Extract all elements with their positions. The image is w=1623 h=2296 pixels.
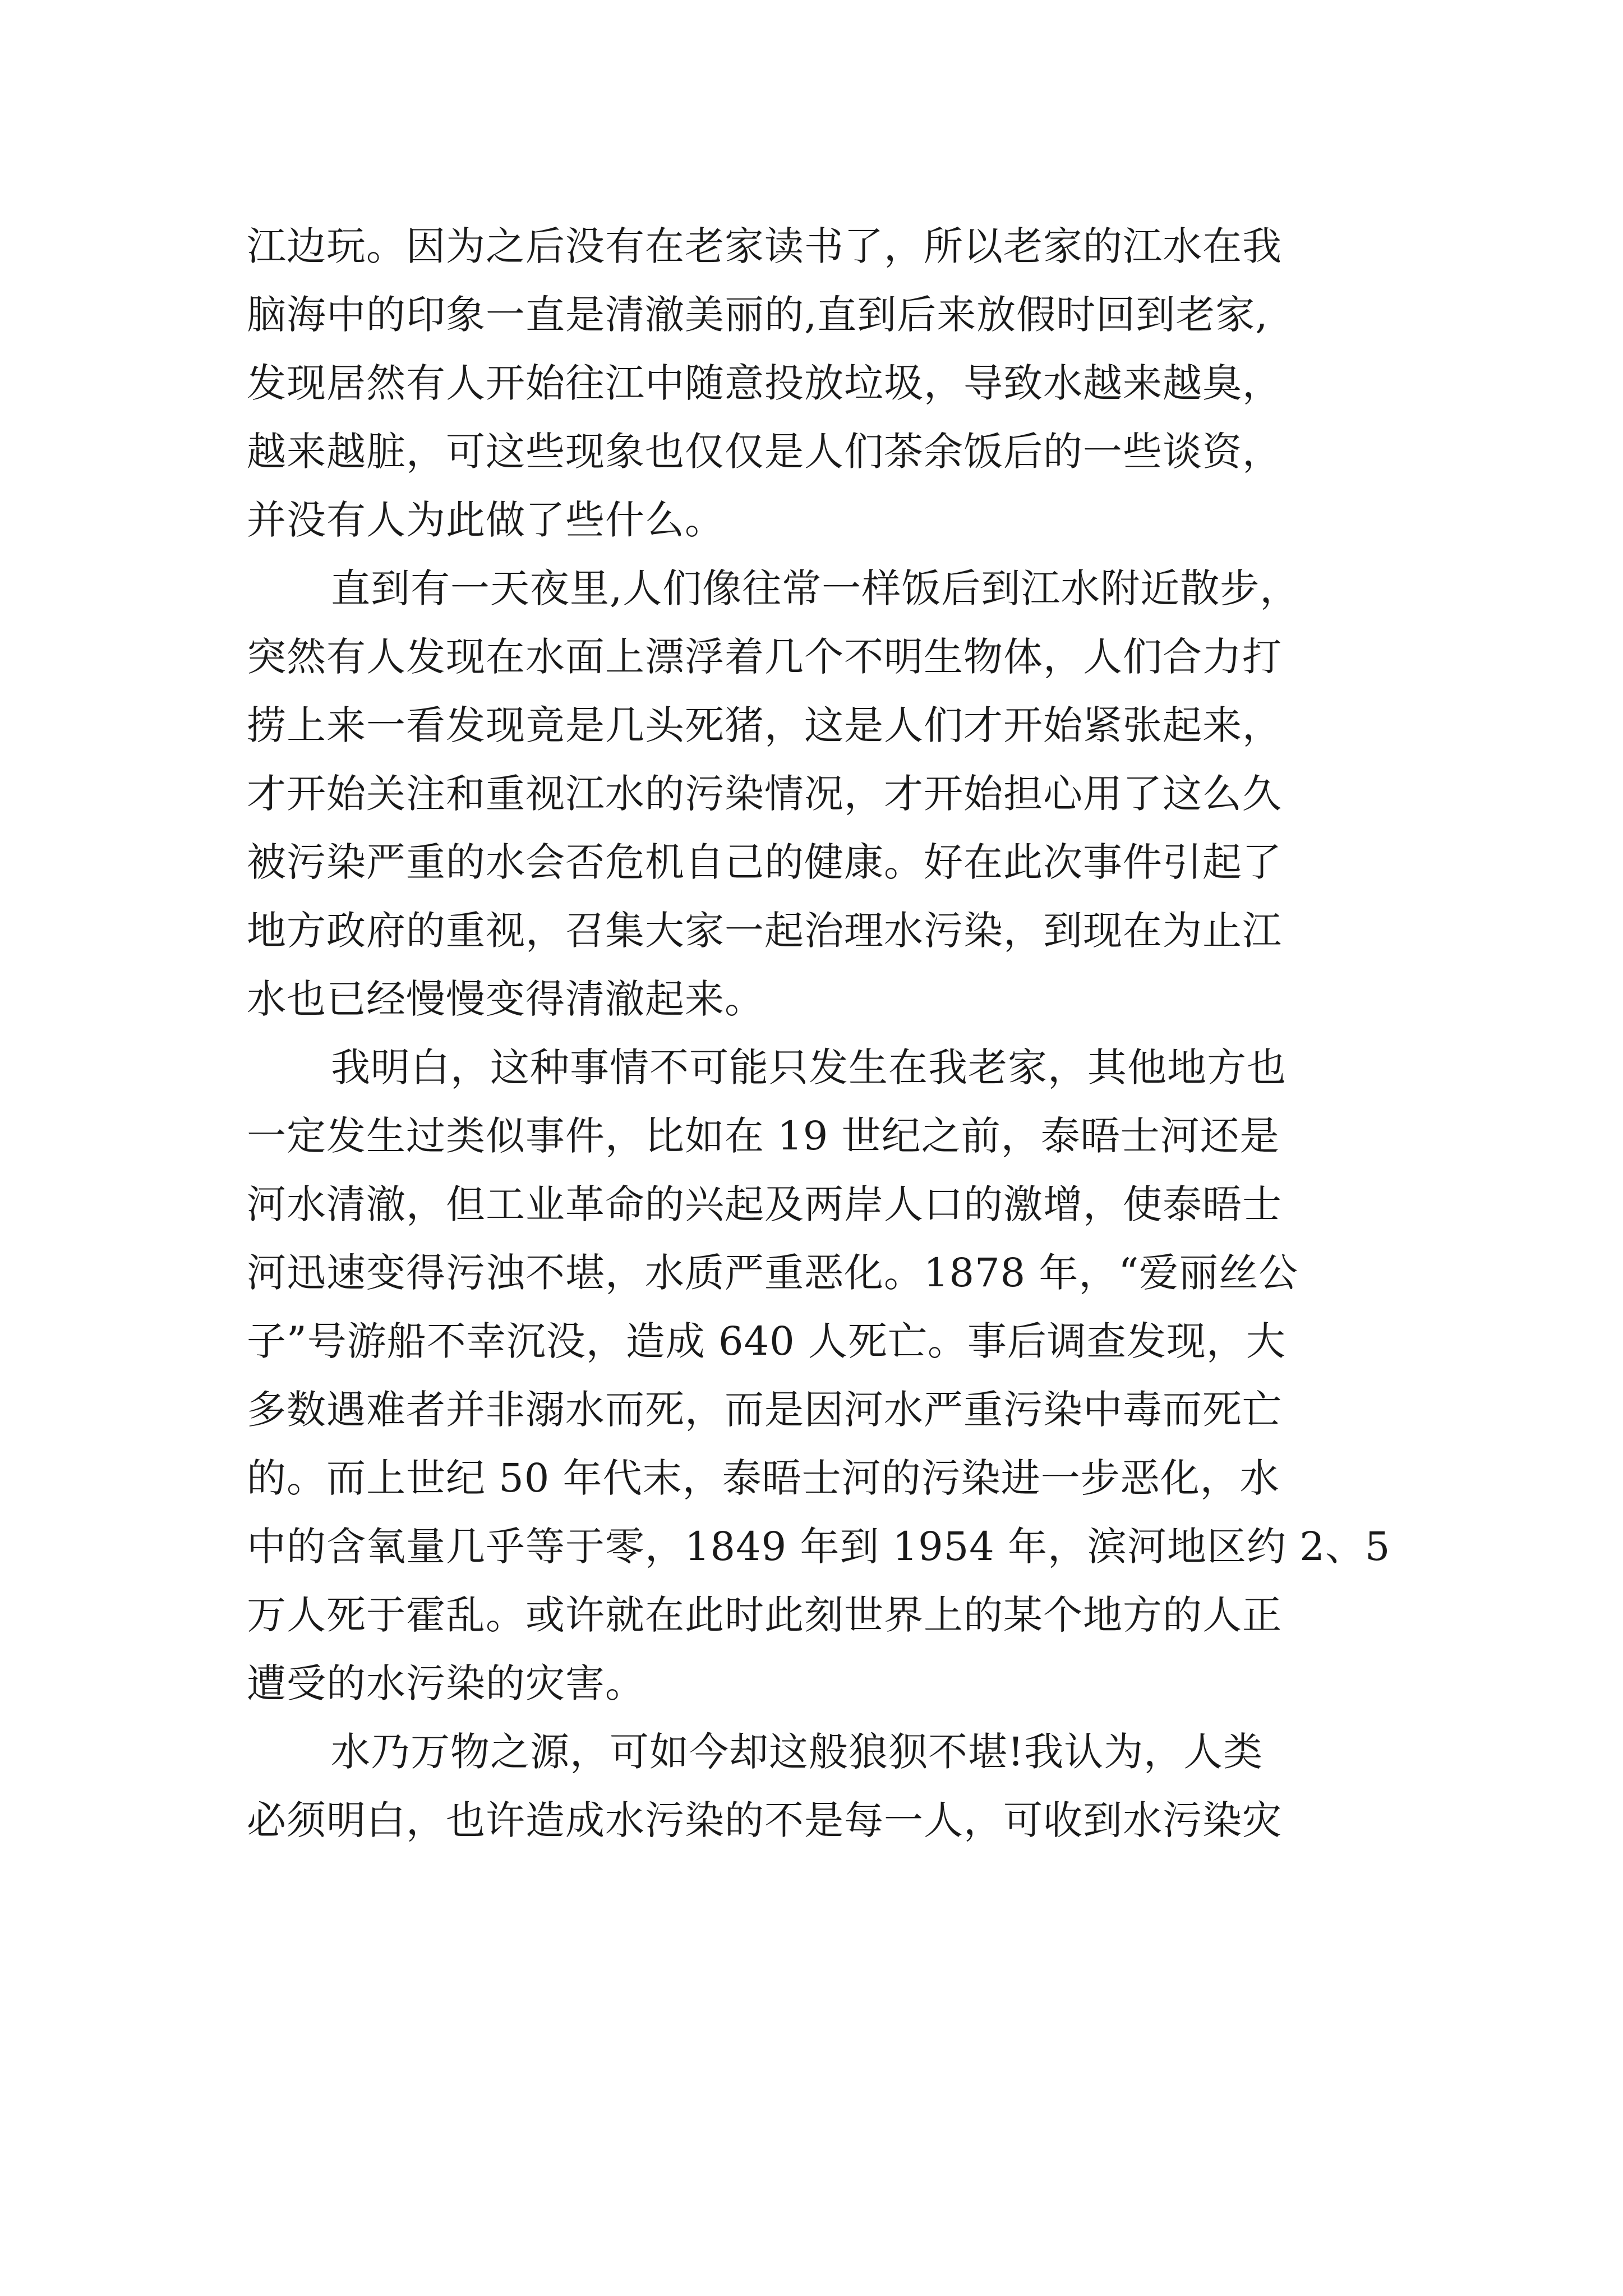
text-line: 子”号游船不幸沉没，造成 640 人死亡。事后调查发现，大 (247, 1318, 1286, 1364)
text-line: 河迅速变得污浊不堪，水质严重恶化。1878 年，“爱丽丝公 (247, 1250, 1299, 1296)
text-line: 我明白，这种事情不可能只发生在我老家，其他地方也 (331, 1045, 1287, 1091)
text-line: 被污染严重的水会否危机自己的健康。好在此次事件引起了 (247, 839, 1282, 885)
text-line: 突然有人发现在水面上漂浮着几个不明生物体，人们合力打 (247, 634, 1282, 680)
text-line: 江边玩。因为之后没有在老家读书了，所以老家的江水在我 (247, 223, 1282, 269)
text-line: 并没有人为此做了些什么。 (247, 497, 725, 543)
text-line: 脑海中的印象一直是清澈美丽的,直到后来放假时回到老家, (247, 292, 1269, 338)
text-line: 水也已经慢慢变得清澈起来。 (247, 976, 764, 1022)
text-line: 一定发生过类似事件，比如在 19 世纪之前，泰晤士河还是 (247, 1113, 1280, 1159)
document-body (247, 212, 1424, 1855)
paragraph-3 (247, 1033, 1424, 1718)
text-line: 水乃万物之源，可如今却这般狼狈不堪!我认为，人类 (331, 1729, 1264, 1775)
text-line: 越来越脏，可这些现象也仅仅是人们茶余饭后的一些谈资， (247, 429, 1282, 475)
text-line: 必须明白，也许造成水污染的不是每一人，可收到水污染灾 (247, 1797, 1282, 1843)
paragraph-2 (247, 554, 1424, 1033)
text-line: 万人死于霍乱。或许就在此时此刻世界上的某个地方的人正 (247, 1592, 1282, 1638)
text-line: 的。而上世纪 50 年代末，泰晤士河的污染进一步恶化，水 (247, 1455, 1280, 1501)
text-line: 发现居然有人开始往江中随意投放垃圾，导致水越来越臭， (247, 360, 1282, 406)
text-line: 捞上来一看发现竟是几头死猪，这是人们才开始紧张起来， (247, 702, 1282, 748)
text-line: 地方政府的重视，召集大家一起治理水污染，到现在为止江 (247, 908, 1282, 954)
paragraph-4 (247, 1718, 1424, 1855)
text-line: 中的含氧量几乎等于零，1849 年到 1954 年，滨河地区约 2、5 (247, 1524, 1391, 1570)
text-line: 直到有一天夜里,人们像往常一样饭后到江水附近散步， (331, 565, 1300, 611)
text-line: 遭受的水污染的灾害。 (247, 1660, 645, 1706)
text-line: 才开始关注和重视江水的污染情况，才开始担心用了这么久 (247, 771, 1282, 817)
paragraph-1 (247, 212, 1424, 554)
text-line: 河水清澈，但工业革命的兴起及两岸人口的激增，使泰晤士 (247, 1181, 1282, 1227)
text-line: 多数遇难者并非溺水而死，而是因河水严重污染中毒而死亡 (247, 1387, 1282, 1433)
